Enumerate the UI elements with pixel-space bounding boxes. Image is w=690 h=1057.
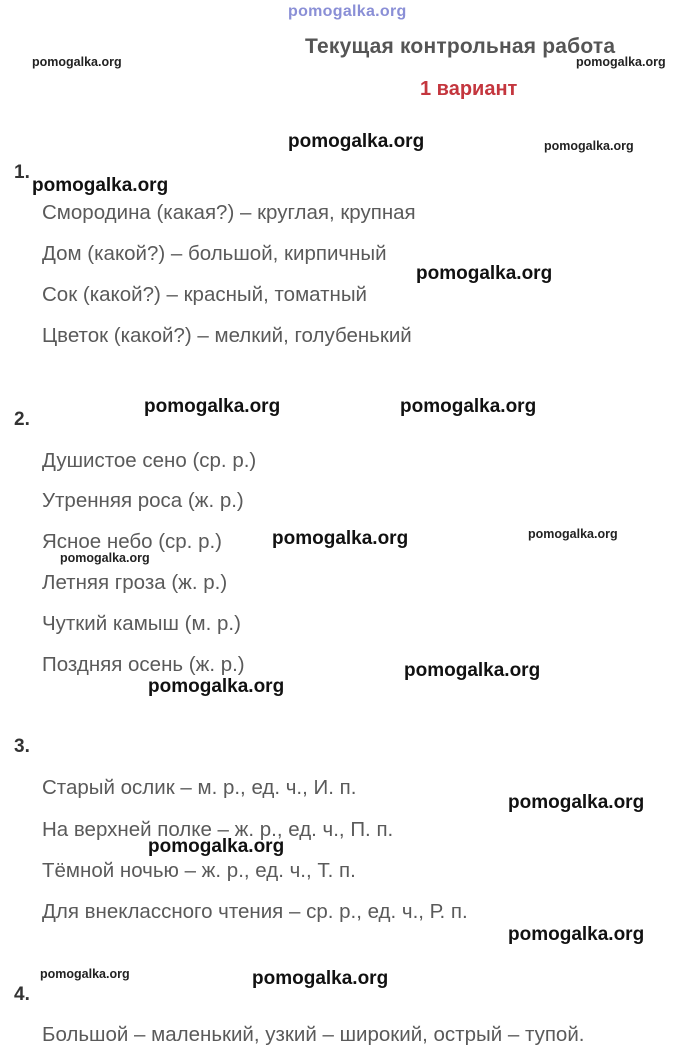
answer-line: Старый ослик – м. р., ед. ч., И. п. xyxy=(42,776,357,799)
watermark-large: pomogalka.org xyxy=(144,396,281,417)
answer-line: Утренняя роса (ж. р.) xyxy=(42,489,244,512)
watermark-large: pomogalka.org xyxy=(288,131,425,152)
answer-line: Ясное небо (ср. р.) xyxy=(42,530,222,553)
answer-line: Сок (какой?) – красный, томатный xyxy=(42,283,368,306)
section-number: 1. xyxy=(14,162,30,183)
answer-line: Для внеклассного чтения – ср. р., ед. ч., Р. п. xyxy=(42,900,468,923)
answer-line: Дом (какой?) – большой, кирпичный xyxy=(42,242,387,265)
watermark-large: pomogalka.org xyxy=(508,924,645,945)
watermark-small: pomogalka.org xyxy=(576,55,666,69)
watermark-small: pomogalka.org xyxy=(60,551,150,565)
watermark-small: pomogalka.org xyxy=(544,139,634,153)
answer-line: Смородина (какая?) – круглая, крупная xyxy=(42,201,416,224)
watermark-large: pomogalka.org xyxy=(404,660,541,681)
section-number: 4. xyxy=(14,984,30,1005)
answer-line: Чуткий камыш (м. р.) xyxy=(42,612,241,635)
answer-line: Летняя гроза (ж. р.) xyxy=(42,571,228,594)
watermark-large: pomogalka.org xyxy=(148,836,285,857)
watermark-large: pomogalka.org xyxy=(400,396,537,417)
watermark-small: pomogalka.org xyxy=(40,967,130,981)
section-number: 2. xyxy=(14,409,30,430)
watermark-large: pomogalka.org xyxy=(148,676,285,697)
answer-line: Большой – маленький, узкий – широкий, острый – тупой. xyxy=(42,1023,585,1046)
watermark-large: pomogalka.org xyxy=(508,792,645,813)
watermark-top: pomogalka.org xyxy=(288,3,407,20)
answer-line: На верхней полке – ж. р., ед. ч., П. п. xyxy=(42,818,394,841)
watermark-small: pomogalka.org xyxy=(32,55,122,69)
answer-line: Цветок (какой?) – мелкий, голубенький xyxy=(42,324,412,347)
answer-line: Поздняя осень (ж. р.) xyxy=(42,653,245,676)
answer-line: Душистое сено (ср. р.) xyxy=(42,449,257,472)
watermark-small: pomogalka.org xyxy=(528,527,618,541)
watermark-large: pomogalka.org xyxy=(252,968,389,989)
page-title: Текущая контрольная работа xyxy=(305,35,616,58)
watermark-large: pomogalka.org xyxy=(272,528,409,549)
answer-line: Тёмной ночью – ж. р., ед. ч., Т. п. xyxy=(42,859,356,882)
watermark-large: pomogalka.org xyxy=(416,263,553,284)
section-number: 3. xyxy=(14,736,30,757)
watermark-large: pomogalka.org xyxy=(32,175,169,196)
variant-label: 1 вариант xyxy=(420,78,518,100)
